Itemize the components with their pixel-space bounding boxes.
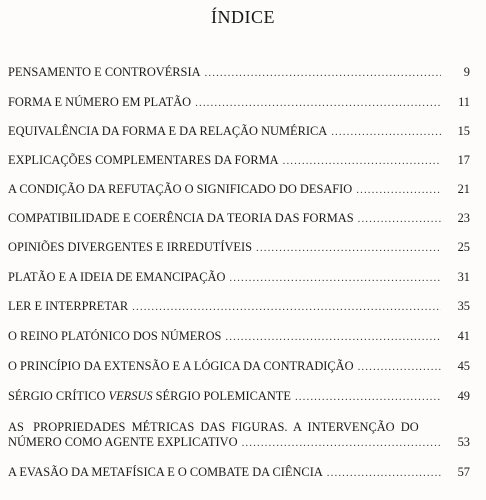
dot-leader: [242, 436, 441, 451]
dot-leader: [256, 241, 441, 256]
toc-entry-page: 53: [457, 435, 470, 449]
toc-entry-page: 57: [457, 465, 470, 479]
toc-entry-title: EQUIVALÊNCIA DA FORMA E DA RELAÇÃO NUMÉRICA: [8, 124, 328, 138]
toc-entry-title: PENSAMENTO E CONTROVÉRSIA: [8, 65, 201, 79]
dot-leader: [295, 390, 441, 405]
toc-entry-title-pre: SÉRGIO CRÍTICO: [8, 389, 109, 403]
toc-entry-page: 49: [457, 389, 470, 403]
dot-leader: [356, 183, 441, 198]
toc-entry: [8, 389, 478, 405]
toc-entry-page: 15: [457, 124, 470, 138]
toc-entry-title: LER E INTERPRETAR: [8, 299, 129, 313]
dot-leader: [195, 96, 441, 111]
toc-entry-title: COMPATIBILIDADE E COERÊNCIA DA TEORIA DAS FORMAS: [8, 211, 354, 225]
dot-leader: [358, 212, 441, 227]
toc-entry-page: 25: [457, 240, 470, 254]
toc-entry-title: A EVASÃO DA METAFÍSICA E O COMBATE DA CIÊNCIA: [8, 465, 323, 479]
toc-entry-page: 23: [457, 211, 470, 225]
page-title: ÍNDICE: [211, 7, 275, 27]
toc-entry-title-line1: AS PROPRIEDADES MÉTRICAS DAS FIGURAS. A INTERVENÇÃO DO: [8, 420, 419, 434]
toc-entry: [8, 211, 478, 227]
toc-entry: [8, 465, 478, 481]
dot-leader: [283, 154, 441, 169]
toc-entry-page: 45: [457, 359, 470, 373]
toc-entry-title: FORMA E NÚMERO EM PLATÃO: [8, 95, 192, 109]
dot-leader: [327, 466, 441, 481]
dot-leader: [358, 360, 441, 375]
dot-leader: [225, 330, 441, 345]
toc-entry: [8, 299, 478, 315]
toc-entry-page: 41: [457, 329, 470, 343]
toc-entry-page: 31: [457, 270, 470, 284]
dot-leader: [331, 125, 441, 140]
toc-entry-page: 35: [457, 299, 470, 313]
toc-entry-page: 9: [463, 65, 470, 79]
toc-entry: [8, 359, 478, 375]
toc-entry-title: EXPLICAÇÕES COMPLEMENTARES DA FORMA: [8, 153, 279, 167]
toc-entry-title: OPINIÕES DIVERGENTES E IRREDUTÍVEIS: [8, 240, 253, 254]
toc-entry: [8, 124, 478, 140]
dot-leader: [205, 66, 441, 81]
toc-entry-title: O REINO PLATÓNICO DOS NÚMEROS: [8, 329, 222, 343]
toc-entry-page: 17: [457, 153, 470, 167]
toc-entry: [8, 329, 478, 345]
toc-entry-title: O PRINCÍPIO DA EXTENSÃO E A LÓGICA DA CONTRADIÇÃO: [8, 359, 354, 373]
toc-entry-title: PLATÃO E A IDEIA DE EMANCIPAÇÃO: [8, 270, 226, 284]
toc-entry-title: A CONDIÇÃO DA REFUTAÇÃO O SIGNIFICADO DO DESAFIO: [8, 182, 353, 196]
toc-entry: [8, 240, 478, 256]
toc-entry-title-post: SÉRGIO POLEMICANTE: [152, 389, 291, 403]
toc-entry: [8, 270, 478, 286]
toc-entry: [8, 95, 478, 111]
dot-leader: [132, 300, 441, 315]
toc-entry: [8, 420, 478, 451]
toc-entry-title-line2: NÚMERO COMO AGENTE EXPLICATIVO: [8, 435, 238, 449]
toc-entry: [8, 182, 478, 198]
toc-entry: [8, 65, 478, 81]
toc-entry: [8, 153, 478, 169]
toc-entry-page: 21: [457, 182, 470, 196]
toc-entry-title: [8, 389, 291, 404]
dot-leader: [229, 271, 441, 286]
toc-entry-title-italic: VERSUS: [108, 389, 153, 403]
toc-entry-page: 11: [458, 95, 470, 109]
